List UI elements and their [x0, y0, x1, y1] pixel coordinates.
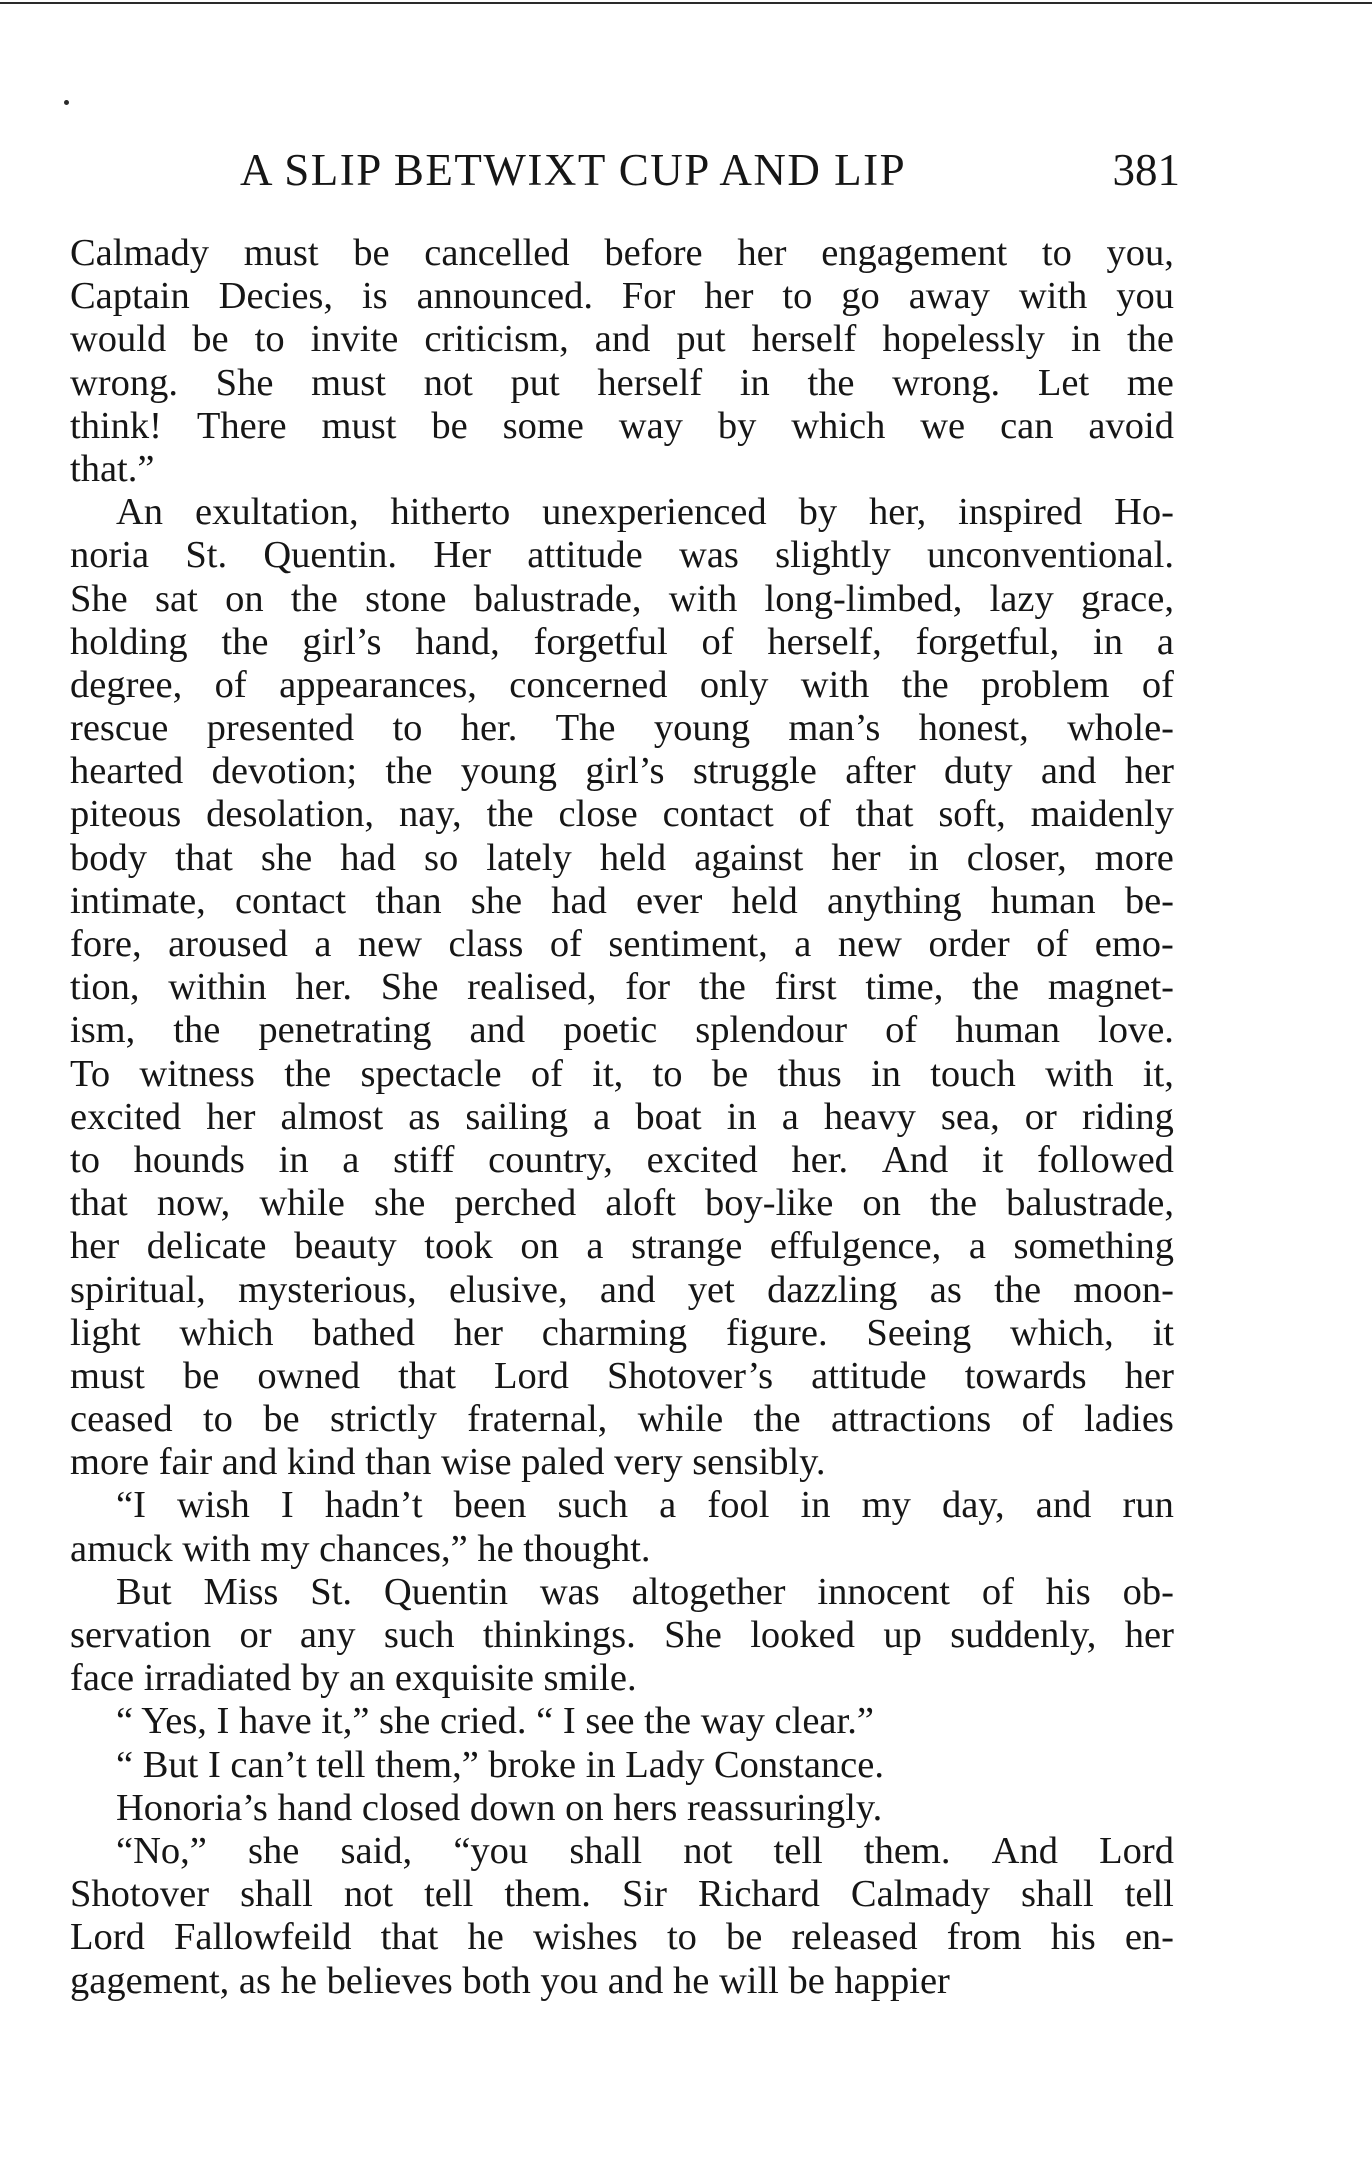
text-line: to hounds in a stiff country, excited her. And it followed: [70, 1138, 1174, 1181]
text-line: “ Yes, I have it,” she cried. “ I see the way clear.”: [116, 1700, 874, 1743]
paragraph: [70, 1744, 1174, 1787]
text-line: gagement, as he believes both you and he will be happier: [70, 1959, 950, 2002]
paragraph: [70, 232, 1174, 491]
text-line: her delicate beauty took on a strange effulgence, a something: [70, 1225, 1174, 1268]
text-line: servation or any such thinkings. She looked up suddenly, her: [70, 1614, 1174, 1656]
text-line: noria St. Quentin. Her attitude was slightly unconventional.: [70, 534, 1174, 577]
text-line: ceased to be strictly fraternal, while the attractions of ladies: [70, 1398, 1174, 1441]
text-line: fore, aroused a new class of sentiment, a new order of emo-: [70, 923, 1174, 965]
text-line: She sat on the stone balustrade, with long-limbed, lazy grace,: [70, 577, 1174, 620]
text-line: Lord Fallowfeild that he wishes to be released from his en-: [70, 1916, 1174, 1959]
stray-ink-mark: [64, 100, 69, 105]
text-line: “I wish I hadn’t been such a fool in my day, and run: [116, 1484, 1174, 1527]
text-line: excited her almost as sailing a boat in a heavy sea, or riding: [70, 1095, 1174, 1138]
text-line: Calmady must be cancelled before her engagement to you,: [70, 232, 1174, 274]
text-line: degree, of appearances, concerned only with the problem of: [70, 663, 1174, 706]
text-line: body that she had so lately held against her in closer, more: [70, 836, 1174, 879]
text-line: hearted devotion; the young girl’s struggle after duty and her: [70, 750, 1174, 793]
text-line: amuck with my chances,” he thought.: [70, 1527, 651, 1570]
paragraph: [70, 491, 1174, 1484]
text-line: piteous desolation, nay, the close contact of that soft, maidenly: [70, 793, 1174, 836]
text-line: rescue presented to her. The young man’s honest, whole-: [70, 707, 1174, 750]
text-line: “No,” she said, “you shall not tell them. And Lord: [116, 1829, 1174, 1872]
text-line: Honoria’s hand closed down on hers reassuringly.: [116, 1786, 883, 1829]
text-line: face irradiated by an exquisite smile.: [70, 1657, 637, 1700]
text-line: wrong. She must not put herself in the wrong. Let me: [70, 361, 1174, 404]
page-number: 381: [1112, 145, 1180, 195]
text-line: intimate, contact than she had ever held anything human be-: [70, 879, 1174, 922]
text-line: Captain Decies, is announced. For her to go away with you: [70, 275, 1174, 318]
text-line: light which bathed her charming figure. Seeing which, it: [70, 1311, 1174, 1354]
paragraph: [70, 1787, 1174, 1830]
text-line: would be to invite criticism, and put herself hopelessly in the: [70, 318, 1174, 361]
text-line: An exultation, hitherto unexperienced by her, inspired Ho-: [116, 491, 1174, 534]
text-line: that.”: [70, 447, 155, 490]
running-header: [70, 140, 1180, 200]
text-line: tion, within her. She realised, for the first time, the magnet-: [70, 966, 1174, 1009]
top-rule: [0, 2, 1372, 4]
text-line: ism, the penetrating and poetic splendour of human love.: [70, 1009, 1174, 1052]
text-line: must be owned that Lord Shotover’s attitude towards her: [70, 1354, 1174, 1397]
text-line: that now, while she perched aloft boy-like on the balustrade,: [70, 1182, 1174, 1225]
running-title: A SLIP BETWIXT CUP AND LIP: [240, 145, 907, 195]
body-text: [70, 232, 1174, 2003]
paragraph: [70, 1571, 1174, 1701]
text-line: To witness the spectacle of it, to be thus in touch with it,: [70, 1052, 1174, 1095]
text-line: more fair and kind than wise paled very sensibly.: [70, 1441, 826, 1484]
text-line: Shotover shall not tell them. Sir Richard Calmady shall tell: [70, 1873, 1174, 1916]
paragraph: [70, 1484, 1174, 1570]
text-line: “ But I can’t tell them,” broke in Lady Constance.: [116, 1743, 884, 1786]
text-line: spiritual, mysterious, elusive, and yet dazzling as the moon-: [70, 1268, 1174, 1311]
paragraph: [70, 1830, 1174, 2003]
text-line: holding the girl’s hand, forgetful of herself, forgetful, in a: [70, 620, 1174, 663]
paragraph: [70, 1700, 1174, 1743]
text-line: think! There must be some way by which we can avoid: [70, 404, 1174, 447]
text-line: But Miss St. Quentin was altogether innocent of his ob-: [116, 1570, 1174, 1613]
